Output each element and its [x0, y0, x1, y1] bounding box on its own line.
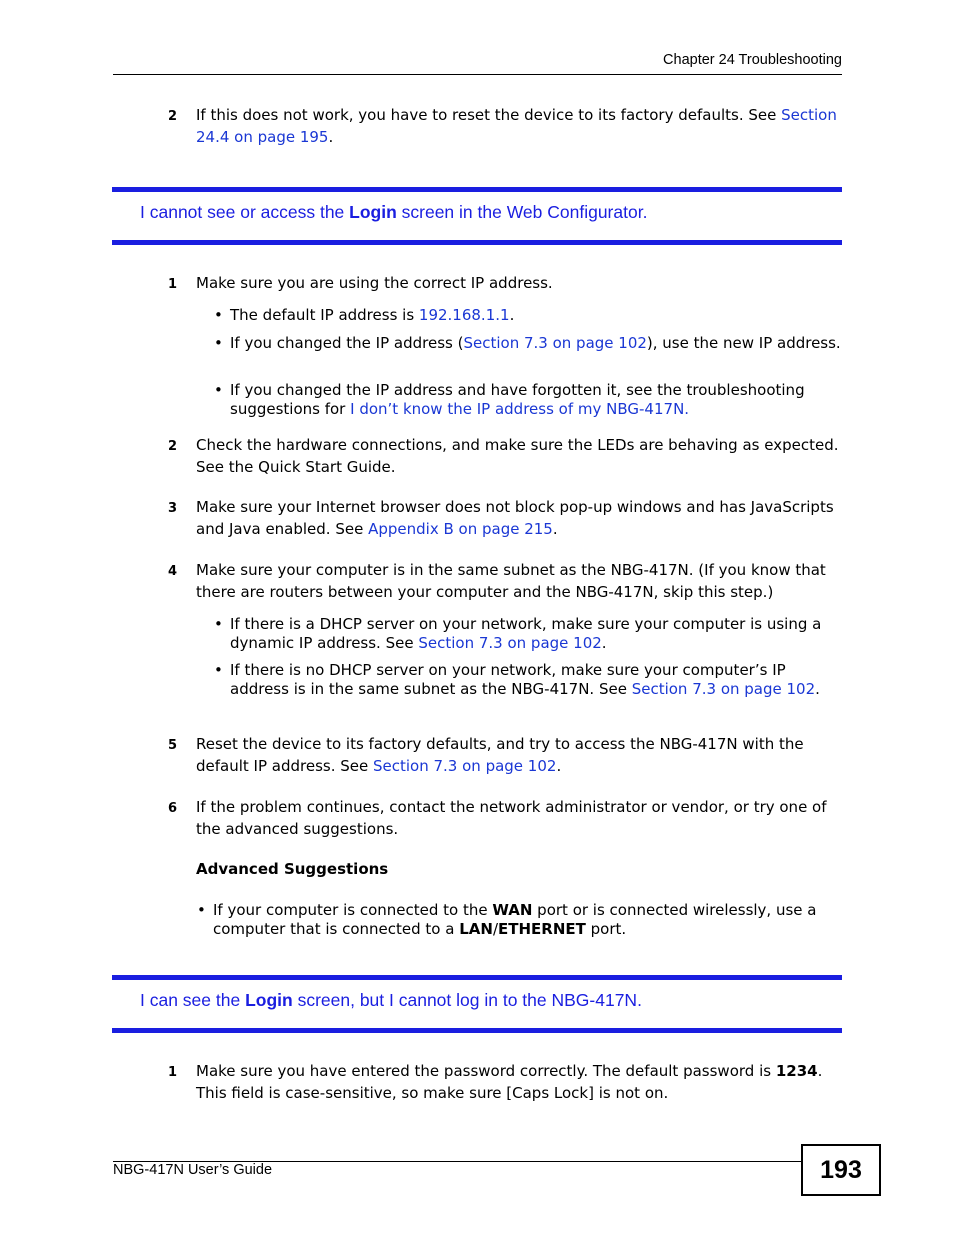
step-4-subnet [168, 560, 848, 603]
step-1-ip [168, 273, 848, 295]
running-header: Chapter 24 Troubleshooting [663, 52, 842, 68]
step-2-hardware [168, 435, 848, 478]
page-number: 193 [801, 1144, 881, 1196]
step-text: If the problem continues, contact the network administrator or vendor, or try one of the advanced suggestions. [196, 798, 827, 838]
default-password: 1234 [775, 1062, 818, 1080]
bullet-forgotten-ip: • If you changed the IP address and have forgotten it, see the troubleshooting suggestions for I don’t know the IP address of my NBG-417N. [214, 381, 805, 418]
step-number: 1 [168, 1065, 178, 1080]
banner-title: I can see the Login screen, but I cannot log in to the NBG-417N. [140, 990, 642, 1010]
step-number: 2 [168, 439, 178, 454]
footer-guide-title: NBG-417N User’s Guide [113, 1162, 273, 1178]
step-text: Make sure your computer is in the same subnet as the NBG-417N. (If you know that there are routers between your computer and the NBG-417N, skip this step.) [196, 561, 826, 601]
step-number: 3 [168, 501, 178, 516]
bullet-icon: • [214, 381, 223, 399]
bullet-icon: • [214, 334, 223, 352]
bullet-icon: • [214, 661, 223, 679]
step-2-reset: 2 If this does not work, you have to reset the device to its factory defaults. See Section 24.4 on page 195. [168, 106, 837, 146]
step-number: 5 [168, 738, 178, 753]
step-text: Reset the device to its factory defaults, and try to access the NBG-417N with the default IP address. See [196, 735, 804, 775]
step-text: Make sure you are using the correct IP address. [196, 274, 553, 292]
step-6-contact [168, 797, 848, 840]
section-banner-login-fail [112, 975, 842, 1033]
step-5-reset: 5 Reset the device to its factory defaults, and try to access the NBG-417N with the default IP address. See Section 7.3 on page 102. [168, 735, 804, 775]
section-banner-login-access [112, 187, 842, 245]
ip-link[interactable]: 192.168.1.1 [418, 306, 510, 324]
step-text: Make sure you have entered the password correctly. The default password is [196, 1062, 776, 1080]
step-number: 2 [168, 109, 178, 124]
section-link[interactable]: Section 7.3 on page 102 [631, 680, 816, 698]
appendix-link[interactable]: Appendix B on page 215 [368, 519, 553, 538]
step-number: 4 [168, 564, 178, 579]
bullet-icon: • [214, 306, 223, 324]
banner-title: I cannot see or access the Login screen in the Web Configurator. [140, 202, 648, 222]
bullet-dhcp: • If there is a DHCP server on your network, make sure your computer is using a dynamic IP address. See Section 7.3 on page 102. [214, 615, 822, 652]
section-link[interactable]: Section 7.3 on page 102 [463, 334, 647, 352]
section-link[interactable]: Section 7.3 on page 102 [418, 634, 602, 652]
header-rule [113, 74, 842, 75]
advanced-suggestions-heading: Advanced Suggestions [196, 860, 389, 878]
step-text: Make sure your Internet browser does not block pop-up windows and has JavaScripts and Java enabled. See [196, 498, 834, 538]
step-text: If this does not work, you have to reset the device to its factory defaults. See [196, 106, 782, 124]
step-number: 6 [168, 801, 178, 816]
step-text: Check the hardware connections, and make sure the LEDs are behaving as expected. See the Quick Start Guide. [196, 436, 839, 476]
bullet-icon: • [214, 615, 223, 633]
bullet-default-ip: • The default IP address is 192.168.1.1. [214, 306, 515, 324]
step-number: 1 [168, 277, 178, 292]
bullet-advanced: • If your computer is connected to the WAN port or is connected wirelessly, use a computer that is connected to a LAN/ETHERNET port. [197, 901, 817, 938]
section-link[interactable]: Section 7.3 on page 102 [373, 756, 557, 775]
bullet-changed-ip: • If you changed the IP address (Section 7.3 on page 102), use the new IP address. [214, 334, 841, 352]
step-3-browser: 3 Make sure your Internet browser does not block pop-up windows and has JavaScripts and Java enabled. See Appendix B on page 215. [168, 498, 834, 538]
bullet-icon: • [197, 901, 206, 919]
section-link[interactable]: Section 24.4 on page 195 [196, 106, 837, 146]
step-1-password: 1 Make sure you have entered the password correctly. The default password is 1234. This field is case-sensitive, so make sure [Caps Lock] is not on. [168, 1062, 823, 1102]
bullet-no-dhcp: • If there is no DHCP server on your network, make sure your computer’s IP address is in the same subnet as the NBG-417N. See Section 7.3 on page 102. [214, 661, 820, 698]
troubleshooting-link[interactable]: I don’t know the IP address of my NBG-417N. [350, 400, 690, 418]
